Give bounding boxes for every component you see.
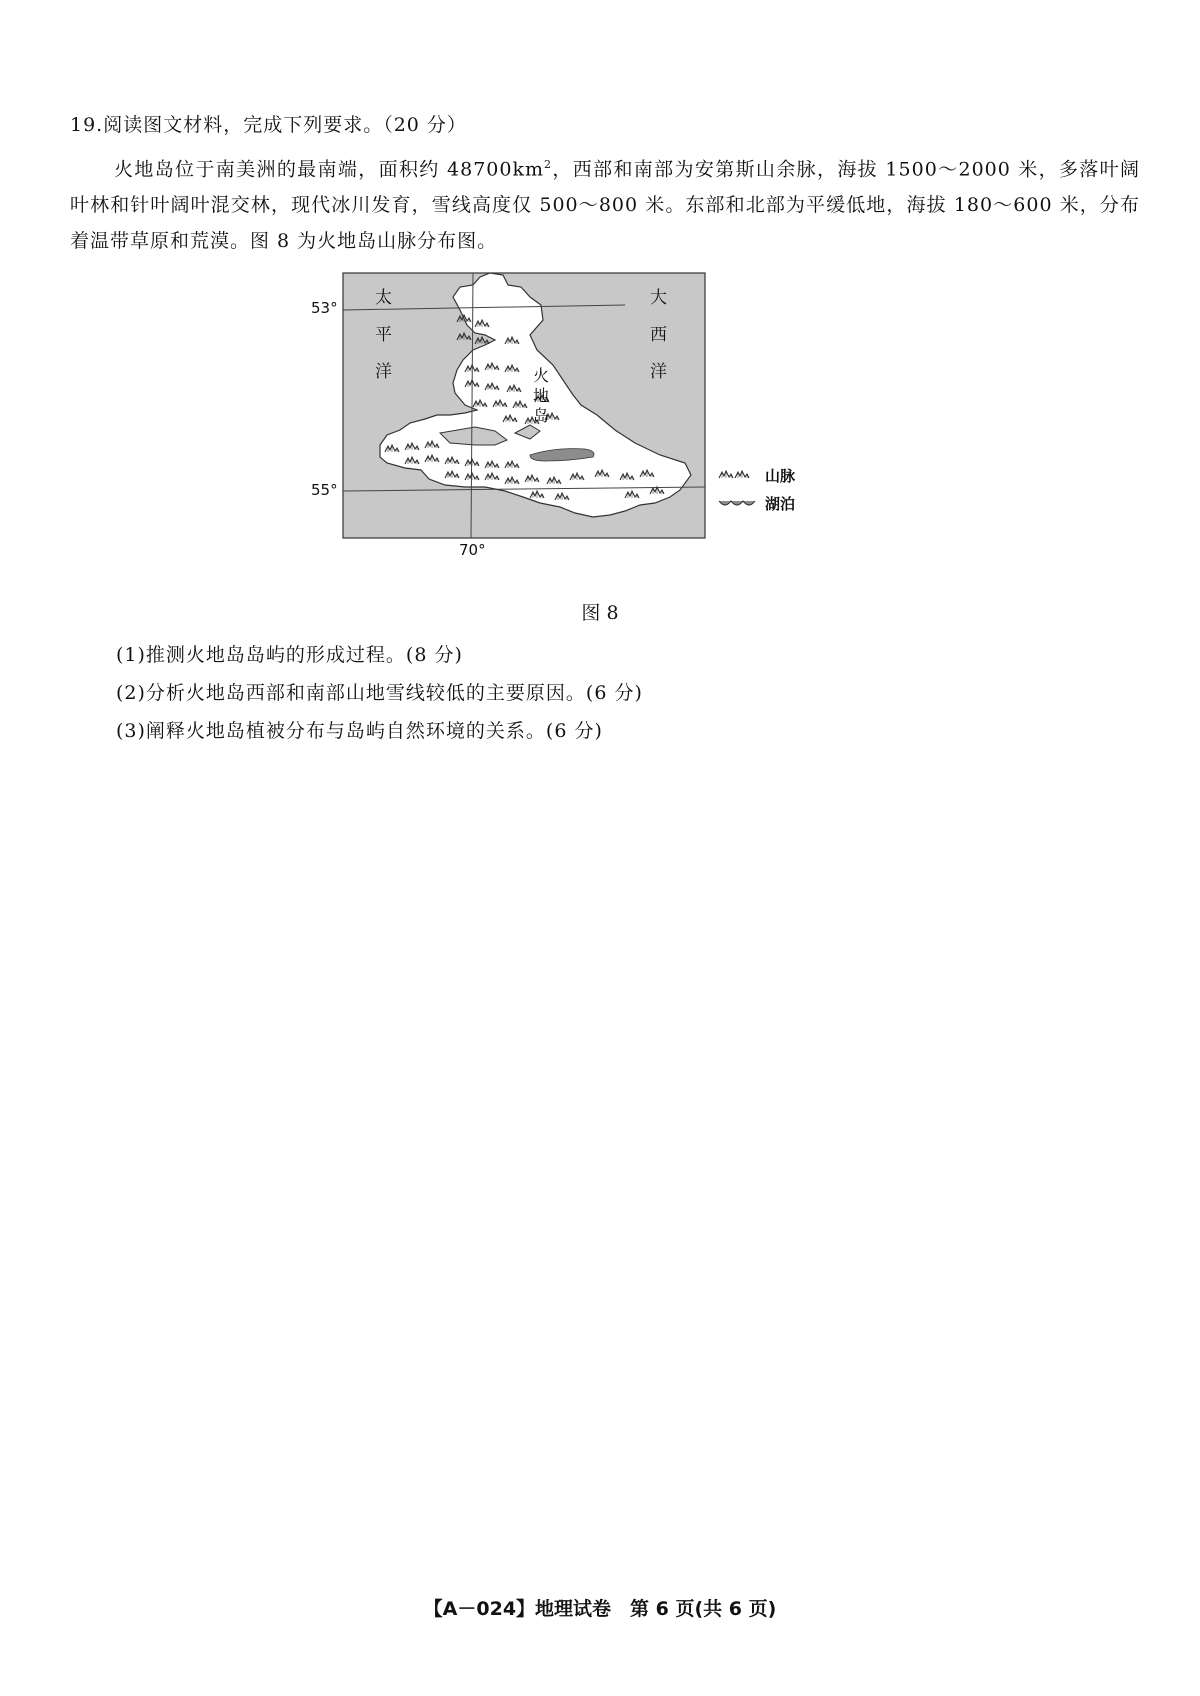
material-text-1: 火地岛位于南美洲的最南端，面积约 48700km (114, 158, 545, 181)
material-superscript: 2 (544, 158, 553, 171)
material-text-2: ，西部和南部为安第斯山余脉，海拔 1500～2000 米，多落叶阔叶林和针叶阔叶混交林，现代冰川发育，雪线高度仅 500～800 米。东部和北部为平缓低地，海拔 180～600 米，分布着温带草原和荒漠。图 8 为火地岛山脉分布图。 (70, 158, 1141, 253)
sub-question-3: (3)阐释火地岛植被分布与岛屿自然环境的关系。(6 分) (116, 720, 603, 742)
legend-mountain-icon (719, 471, 733, 478)
map-graphic (325, 265, 885, 595)
legend-lake-label: 湖泊 (765, 495, 796, 513)
sub-question-1: (1)推测火地岛岛屿的形成过程。(8 分) (116, 644, 463, 666)
legend-mountain-label: 山脉 (765, 467, 796, 485)
atlantic-char-1: 大 (650, 288, 667, 308)
atlantic-char-2: 西 (650, 325, 667, 345)
sub-question-2: (2)分析火地岛西部和南部山地雪线较低的主要原因。(6 分) (116, 682, 643, 704)
legend-lake-icon (719, 501, 755, 505)
latitude-label-55: 55° (311, 481, 338, 499)
island-char-2: 地 (533, 386, 550, 405)
atlantic-char-3: 洋 (650, 362, 667, 382)
island-char-1: 火 (533, 366, 550, 385)
pacific-char-1: 太 (375, 288, 392, 308)
question-title: 19.阅读图文材料，完成下列要求。（20 分） (70, 114, 467, 136)
question-material (70, 147, 1140, 259)
pacific-char-3: 洋 (375, 362, 392, 382)
longitude-label-70: 70° (459, 541, 486, 559)
page-footer: 【A－024】地理试卷 第 6 页(共 6 页) (423, 1598, 777, 1620)
island-char-3: 岛 (533, 406, 550, 425)
latitude-label-53: 53° (311, 299, 338, 317)
tierra-del-fuego-map (311, 265, 885, 595)
figure-caption: 图 8 (581, 602, 619, 624)
pacific-char-2: 平 (375, 325, 392, 345)
